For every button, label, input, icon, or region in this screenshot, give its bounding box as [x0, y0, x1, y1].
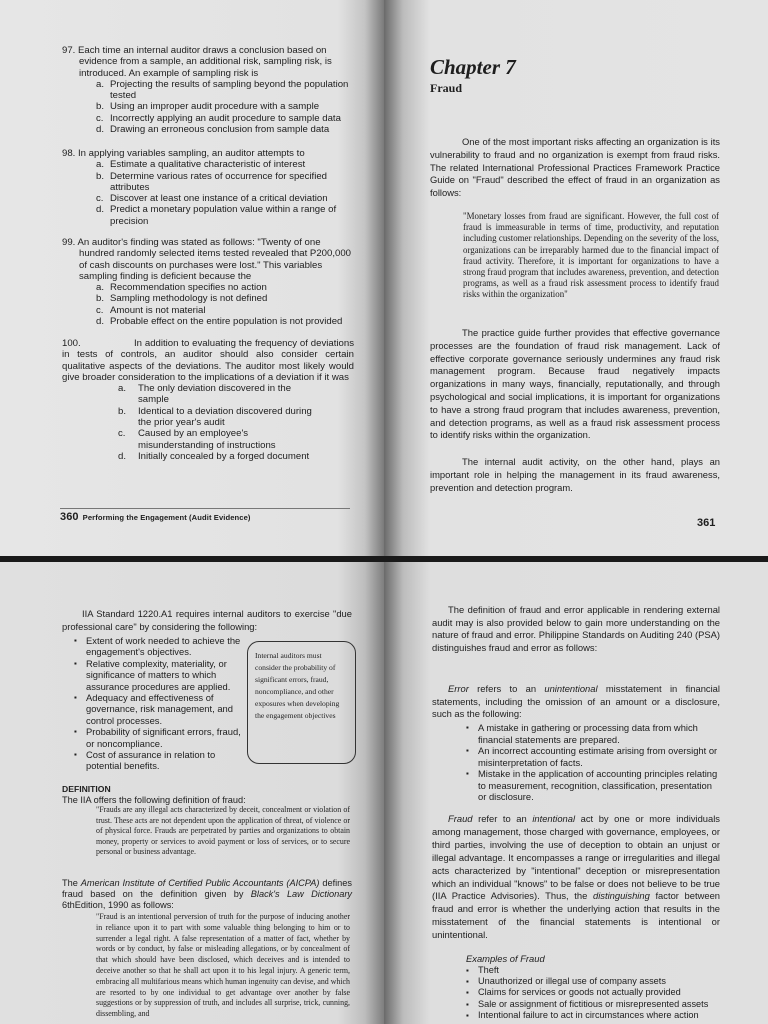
list-item: ▪ Theft — [466, 965, 720, 976]
question-98-option-d: d. Predict a monetary population value within a range of precision — [96, 204, 337, 227]
definition-heading: DEFINITION — [62, 784, 111, 794]
blacks-law-quote: "Fraud is an intentional perversion of truth for the purpose of inducing another in reliance upon it to part with some valuable thing belonging to him or to surrender a legal right. A false representation of a matter of fact, whether by words or by conduct, by false or misleading allegations, or by concealment of that which should have been disclosed, which deceives and is intended to deceive another so that he shall act upon it to his legal injury. A generic term, embracing all multifarious means which human ingenuity can devise, and which are resorted to by one individual to get advantage over another by false suggestions or by suppression of truth, and includes all surprise, trick, cunning, dissembling, and — [96, 912, 350, 1019]
list-item: ▪ Unauthorized or illegal use of company assets — [466, 976, 720, 987]
blacks-law-name: Black's Law Dictionary — [250, 889, 352, 900]
fraud-term: Fraud — [448, 813, 473, 824]
list-item: ▪ Cost of assurance in relation to potential benefits. — [74, 749, 244, 772]
question-100-stem-block — [62, 338, 354, 383]
question-99-option-c: c. Amount is not material — [96, 304, 206, 316]
question-100-stem: In addition to evaluating the frequency of deviations in tests of controls, an auditor should also consider certain qualitative aspects of the deviations. The auditor most likely would give broader consideration to the implications of a deviation if it was — [62, 338, 354, 383]
question-100-option-d: d. Initially concealed by a forged document — [118, 450, 310, 462]
list-item: ▪ Relative complexity, materiality, or significance of matters to which assurance procedures are applied. — [74, 658, 244, 692]
question-98-option-c: c. Discover at least one instance of a critical deviation — [96, 193, 328, 205]
question-97-option-d: d. Drawing an erroneous conclusion from sample data — [96, 124, 330, 136]
page-number-361: 361 — [697, 517, 716, 529]
list-item: ▪ Mistake in the application of accounting principles relating to measurement, recognition, classification, presentation or disclosure. — [466, 768, 720, 803]
list-item: ▪ Probability of significant errors, fraud, or noncompliance. — [74, 726, 244, 749]
question-98-option-b: b. Determine various rates of occurrence for specified attributes — [96, 170, 328, 193]
error-examples-list — [466, 722, 720, 803]
question-98-option-a: a. Estimate a qualitative characteristic of interest — [96, 159, 306, 171]
question-99-option-d: d. Probable effect on the entire population is not provided — [96, 316, 343, 328]
definition-intro: The IIA offers the following definition of fraud: — [62, 795, 246, 805]
chapter-subtitle: Fraud — [430, 81, 463, 95]
list-item: ▪ Adequacy and effectiveness of governance, risk management, and control processes. — [74, 692, 244, 726]
chapter-title: Chapter 7 — [430, 55, 516, 79]
list-item: ▪ Extent of work needed to achieve the engagement's objectives. — [74, 635, 244, 658]
error-term: Error — [448, 683, 469, 694]
due-care-list — [74, 635, 244, 772]
list-item: ▪ Intentional failure to act in circumstances where action — [466, 1010, 720, 1021]
question-98-stem: 98. In applying variables sampling, an auditor attempts to — [62, 148, 305, 159]
error-paragraph: Error refers to an unintentional misstatement in financial statements, including the omission of an amount or a disclosure, such as the following: — [432, 683, 720, 720]
list-item: ▪ An incorrect accounting estimate arising from oversight or misinterpretation of facts. — [466, 745, 720, 768]
iia-fraud-quote: "Frauds are any illegal acts characterized by deceit, concealment or violation of trust. These acts are not dependent upon the application of threat, of violence or of physical force. Frauds are perpetrated by parties and organizations to obtain money, property or services to avoid payment or loss of services, or to secure personal or business advantage. — [96, 805, 350, 857]
question-97-stem: 97. Each time an internal auditor draws a conclusion based on evidence from a sample, an additional risk, sampling risk, is introduced. An example of sampling risk is — [62, 45, 332, 79]
page-footer-360 — [60, 511, 251, 523]
fraud-paragraph: Fraud refer to an intentional act by one or more individuals among management, those charged with governance, employees, or third parties, involving the use of deception to obtain an unjust or illegal advantage. It encompasses a range or irregularities and illegal acts characterized by "intentional" deception or misrepresentation which an individual "knows" to be false or does not believe to be true (IIA Practice Advisories). Thus, the distinguishing factor between fraud and error is whether the underlying action that results in the misstatement of the financial statements is intentional or unintentional. — [432, 813, 721, 941]
question-100-option-b: b. Identical to a deviation discovered during the prior year's audit — [118, 405, 312, 429]
question-100-number: 100. — [62, 338, 81, 349]
fraud-examples-list — [466, 965, 720, 1021]
page-number-360: 360 — [60, 511, 79, 523]
question-98 — [62, 148, 354, 227]
callout-box — [247, 641, 356, 764]
aicpa-paragraph: The American Institute of Certified Public Accountants (AICPA) defines fraud based on the definition given by Black's Law Dictionary 6thEdition, 1990 as follows: — [62, 878, 352, 911]
list-item: ▪ Sale or assignment of fictitious or misrepresented assets — [466, 999, 720, 1010]
practice-guide-quote: "Monetary losses from fraud are significant. However, the full cost of fraud is immeasurable in terms of time, productivity, and reputation including customer relationships. Depending on the severity of the loss, organizations can be irreparably harmed due to the financial impact of fraud activity. Therefore, it is important for organizations to have a strong fraud program that includes awareness, prevention, and detection programs, as well as a fraud risk assessment process to identify fraud risks within the organization" — [463, 211, 719, 300]
question-97-option-a: a. Projecting the results of sampling beyond the population tested — [96, 78, 349, 102]
question-100-option-c: c. Caused by an employee's misunderstanding of instructions — [118, 428, 276, 451]
psa-intro: The definition of fraud and error applicable in rendering external audit may is also provided below to gain more understanding on the nature of fraud and error. Philippine Standards on Auditing 240 (PSA) distinguishes fraud and error as follows: — [432, 604, 720, 654]
question-99-option-b: b. Sampling methodology is not defined — [96, 293, 268, 305]
question-97-option-c: c. Incorrectly applying an audit procedure to sample data — [96, 112, 341, 124]
governance-paragraph: The practice guide further provides that effective governance processes are the foundation of fraud risk management. Lack of effective corporate governance seriously undermines any fraud risk management program. Because fraud negatively impacts organizations in many ways, financially, reputationally, and through psychological and social implications, it is important for organizations to have a strong fraud program that includes awareness, prevention, and detection programs, as well as a fraud risk assessment process to identify risks within the organization. — [430, 327, 720, 441]
question-99 — [62, 237, 354, 327]
footer-section: Performing the Engagement (Audit Evidence) — [82, 513, 251, 522]
question-97 — [62, 45, 354, 135]
question-100 — [62, 338, 354, 462]
footer-rule — [60, 508, 350, 509]
question-97-option-b: b. Using an improper audit procedure with a sample — [96, 101, 320, 113]
list-item: ▪ Claims for services or goods not actually provided — [466, 987, 720, 998]
callout-text: Internal auditors must consider the probability of significant errors, fraud, noncompliance, and other exposures when developing the engagement objectives — [255, 651, 340, 720]
standard-intro: IIA Standard 1220.A1 requires internal auditors to exercise "due professional care" by considering the following: — [62, 608, 352, 632]
question-99-stem: 99. An auditor's finding was stated as follows: "Twenty of one hundred randomly selected items tested revealed that P200,000 of cash discounts on purchases were lost." This variables sampling finding is deficient because the — [62, 237, 351, 282]
question-100-option-a: a. The only deviation discovered in the sample — [118, 383, 292, 406]
aicpa-name: American Institute of Certified Public Accountants (AICPA) — [80, 878, 320, 888]
intro-paragraph: One of the most important risks affecting an organization is its vulnerability to fraud and no organization is exempt from fraud risks. The related International Professional Practices Framework Practice Guide on "Fraud" described the effect of fraud in an organization as follows: — [430, 136, 720, 199]
list-item: ▪ A mistake in gathering or processing data from which financial statements are prepared. — [466, 722, 720, 745]
question-99-option-a: a. Recommendation specifies no action — [96, 282, 267, 294]
internal-audit-paragraph: The internal audit activity, on the other hand, plays an important role in helping the management in its fraud awareness, prevention and detection program. — [430, 456, 720, 493]
examples-heading: Examples of Fraud — [466, 953, 545, 964]
